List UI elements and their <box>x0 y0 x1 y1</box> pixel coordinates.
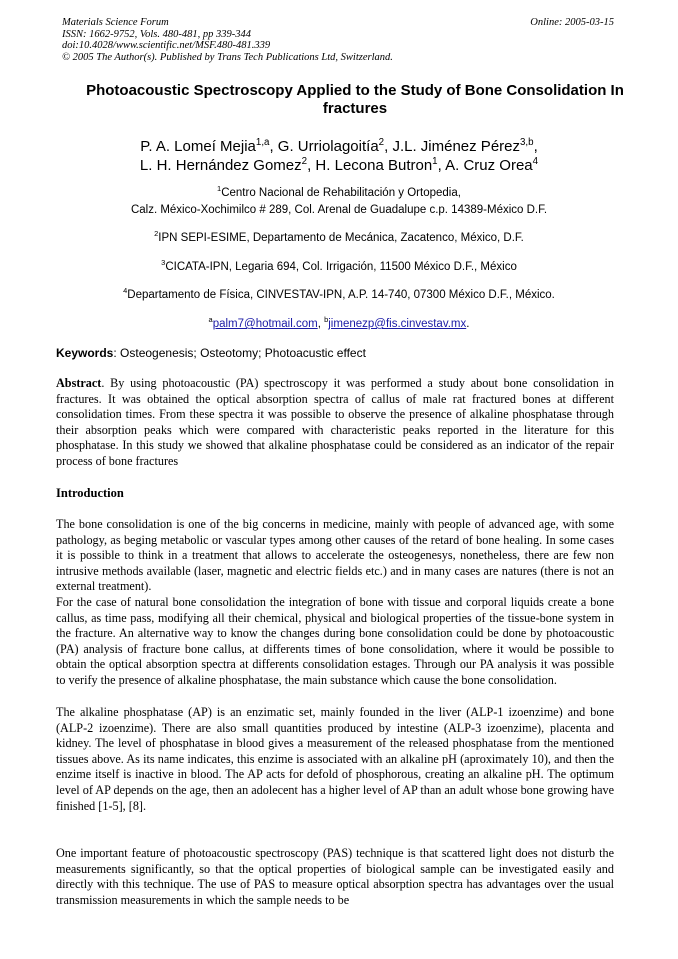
affiliation-text: IPN SEPI-ESIME, Departamento de Mecánica, Zacatenco, México, D.F. <box>158 232 524 244</box>
intro-paragraph-3: The alkaline phosphatase (AP) is an enzimatic set, mainly founded in the liver (ALP-1 izoenzime) and bone (ALP-2 izoenzime). There are also small quantities produced by intestine (ALP-3 izoenzime), placenta and kidney. The level of phosphatase in blood gives a measurement of the released phosphatase from the mentioned tissues above. As its name indicates, this enzime is associated with an alkaline pH (aproximately 10), and then the enzime itself is inactive in blood. The AP acts for defold of phosphorous, creating an alkaline pH. The optimum level of AP depends on the age, then an adolecent has a higher level of AP than an adult whose bone growing have finished [1-5], [8]. <box>56 705 614 813</box>
affiliation-text: Departamento de Física, CINVESTAV-IPN, A.P. 14-740, 07300 México D.F., México. <box>127 289 555 301</box>
author-affil-sup: 3,b <box>520 137 534 148</box>
email-sup: b <box>324 315 329 325</box>
author-name: P. A. Lomeí Mejia <box>140 138 256 155</box>
affiliation-1-line-2: Calz. México-Xochimilco # 289, Col. Arenal de Guadalupe c.p. 14389-México D.F. <box>130 204 548 216</box>
online-date: Online: 2005-03-15 <box>530 17 614 28</box>
abstract <box>56 376 614 470</box>
author-name: , A. Cruz Orea <box>437 157 533 174</box>
email-link-b[interactable]: jimenezp@fis.cinvestav.mx <box>328 318 467 330</box>
keywords-text: : Osteogenesis; Osteotomy; Photoacustic effect <box>113 346 366 360</box>
journal-name: Materials Science Forum <box>62 17 169 28</box>
affil-sup: 2 <box>154 229 159 239</box>
email-end: . <box>466 318 470 330</box>
authors-line-1 <box>56 137 622 156</box>
affiliation-text: CICATA-IPN, Legaria 694, Col. Irrigación, 11500 México D.F., México <box>165 261 517 273</box>
author-affil-sup: 4 <box>532 156 539 167</box>
keywords-label: Keywords <box>56 346 114 360</box>
author-affil-sup: 2 <box>378 137 385 148</box>
intro-paragraph-1: The bone consolidation is one of the big concerns in medicine, mainly with people of advanced age, with some pathology, as beging metabolic or vascular types among other causes of the retard of bone healing. In some cases it is possible to think in a treatment that allows to accelerate the osteogenesys, nonetheless, there are few non intrusive methods available (laser, magnetic and electric fields etc.) and in many cases are natures (there is not an external treatment). <box>56 517 614 594</box>
author-name: , J.L. Jiménez Pérez <box>384 138 520 155</box>
intro-paragraph-4: One important feature of photoacoustic spectroscopy (PAS) technique is that scattered light does not disturb the measurements significantly, so that the optical properties of biological sample can be investigated easily and directly with this technique. The use of PAS to measure optical absorption spectra has advantages over the usual transmission measurements in which the sample needs to be <box>56 846 614 907</box>
copyright-line: © 2005 The Author(s). Published by Trans Tech Publications Ltd, Switzerland. <box>62 51 393 63</box>
affiliation-2 <box>56 230 622 247</box>
doi-line: doi:10.4028/www.scientific.net/MSF.480-481.339 <box>62 40 271 51</box>
email-line <box>56 316 622 333</box>
affil-sup: 1 <box>217 184 222 194</box>
abstract-text: . By using photoacoustic (PA) spectroscopy it was performed a study about bone consolidation in fractures. It was obtained the optical absorption spectra of callus of male rat fractured bones at different consolidation times. From these spectra it was possible to observe the presence of alkaline phosphatase through their absorption peaks which were compared with characteristic peaks reported in the literature for this phosphatase. In this study we showed that alkaline phosphatase could be considered as an indicator of the repair process of bone fractures <box>56 376 614 468</box>
author-name: , G. Urriolagoitía <box>269 138 379 155</box>
intro-paragraph-2: For the case of natural bone consolidation the integration of bone with tissue and corporal liquids create a bone callus, as time pass, modifying all their chemical, physical and biological properties of the tissue-bone system in the fracture. An alternative way to know the changes during bone consolidation could be done by photoacoustic (PA) analysis of fracture bone callus, at differents times of bone consolidation, where it would be possible to obtain the optical absorption spectra at differents consolidation estages. Through our PA analysis it was possible to verify the presence of alkaline phosphatase, the main substance which cause the bone consolidation. <box>56 595 614 687</box>
affiliation-4 <box>56 287 622 304</box>
abstract-label: Abstract <box>56 376 102 390</box>
email-link-a[interactable]: palm7@hotmail.com <box>212 318 318 330</box>
introduction-heading: Introduction <box>56 486 124 500</box>
author-separator: , <box>533 138 538 155</box>
keywords <box>56 346 366 360</box>
issn-line: ISSN: 1662-9752, Vols. 480-481, pp 339-344 <box>62 28 251 40</box>
affiliation-1-line-1 <box>56 185 622 202</box>
email-separator: , <box>317 318 325 330</box>
affiliation-3 <box>56 259 622 276</box>
email-sup: a <box>208 315 213 325</box>
affiliation-text: Centro Nacional de Rehabilitación y Ortopedia, <box>221 187 461 199</box>
paper-title: Photoacoustic Spectroscopy Applied to the Study of Bone Consolidation In fractures <box>86 82 624 117</box>
author-affil-sup: 1 <box>432 156 438 167</box>
author-name: , H. Lecona Butron <box>307 157 433 174</box>
affil-sup: 3 <box>161 258 166 268</box>
author-affil-sup: 1,a <box>255 137 270 148</box>
authors-line-2 <box>56 156 622 175</box>
affil-sup: 4 <box>123 286 128 296</box>
author-affil-sup: 2 <box>301 156 308 167</box>
author-name: L. H. Hernández Gomez <box>139 157 302 174</box>
